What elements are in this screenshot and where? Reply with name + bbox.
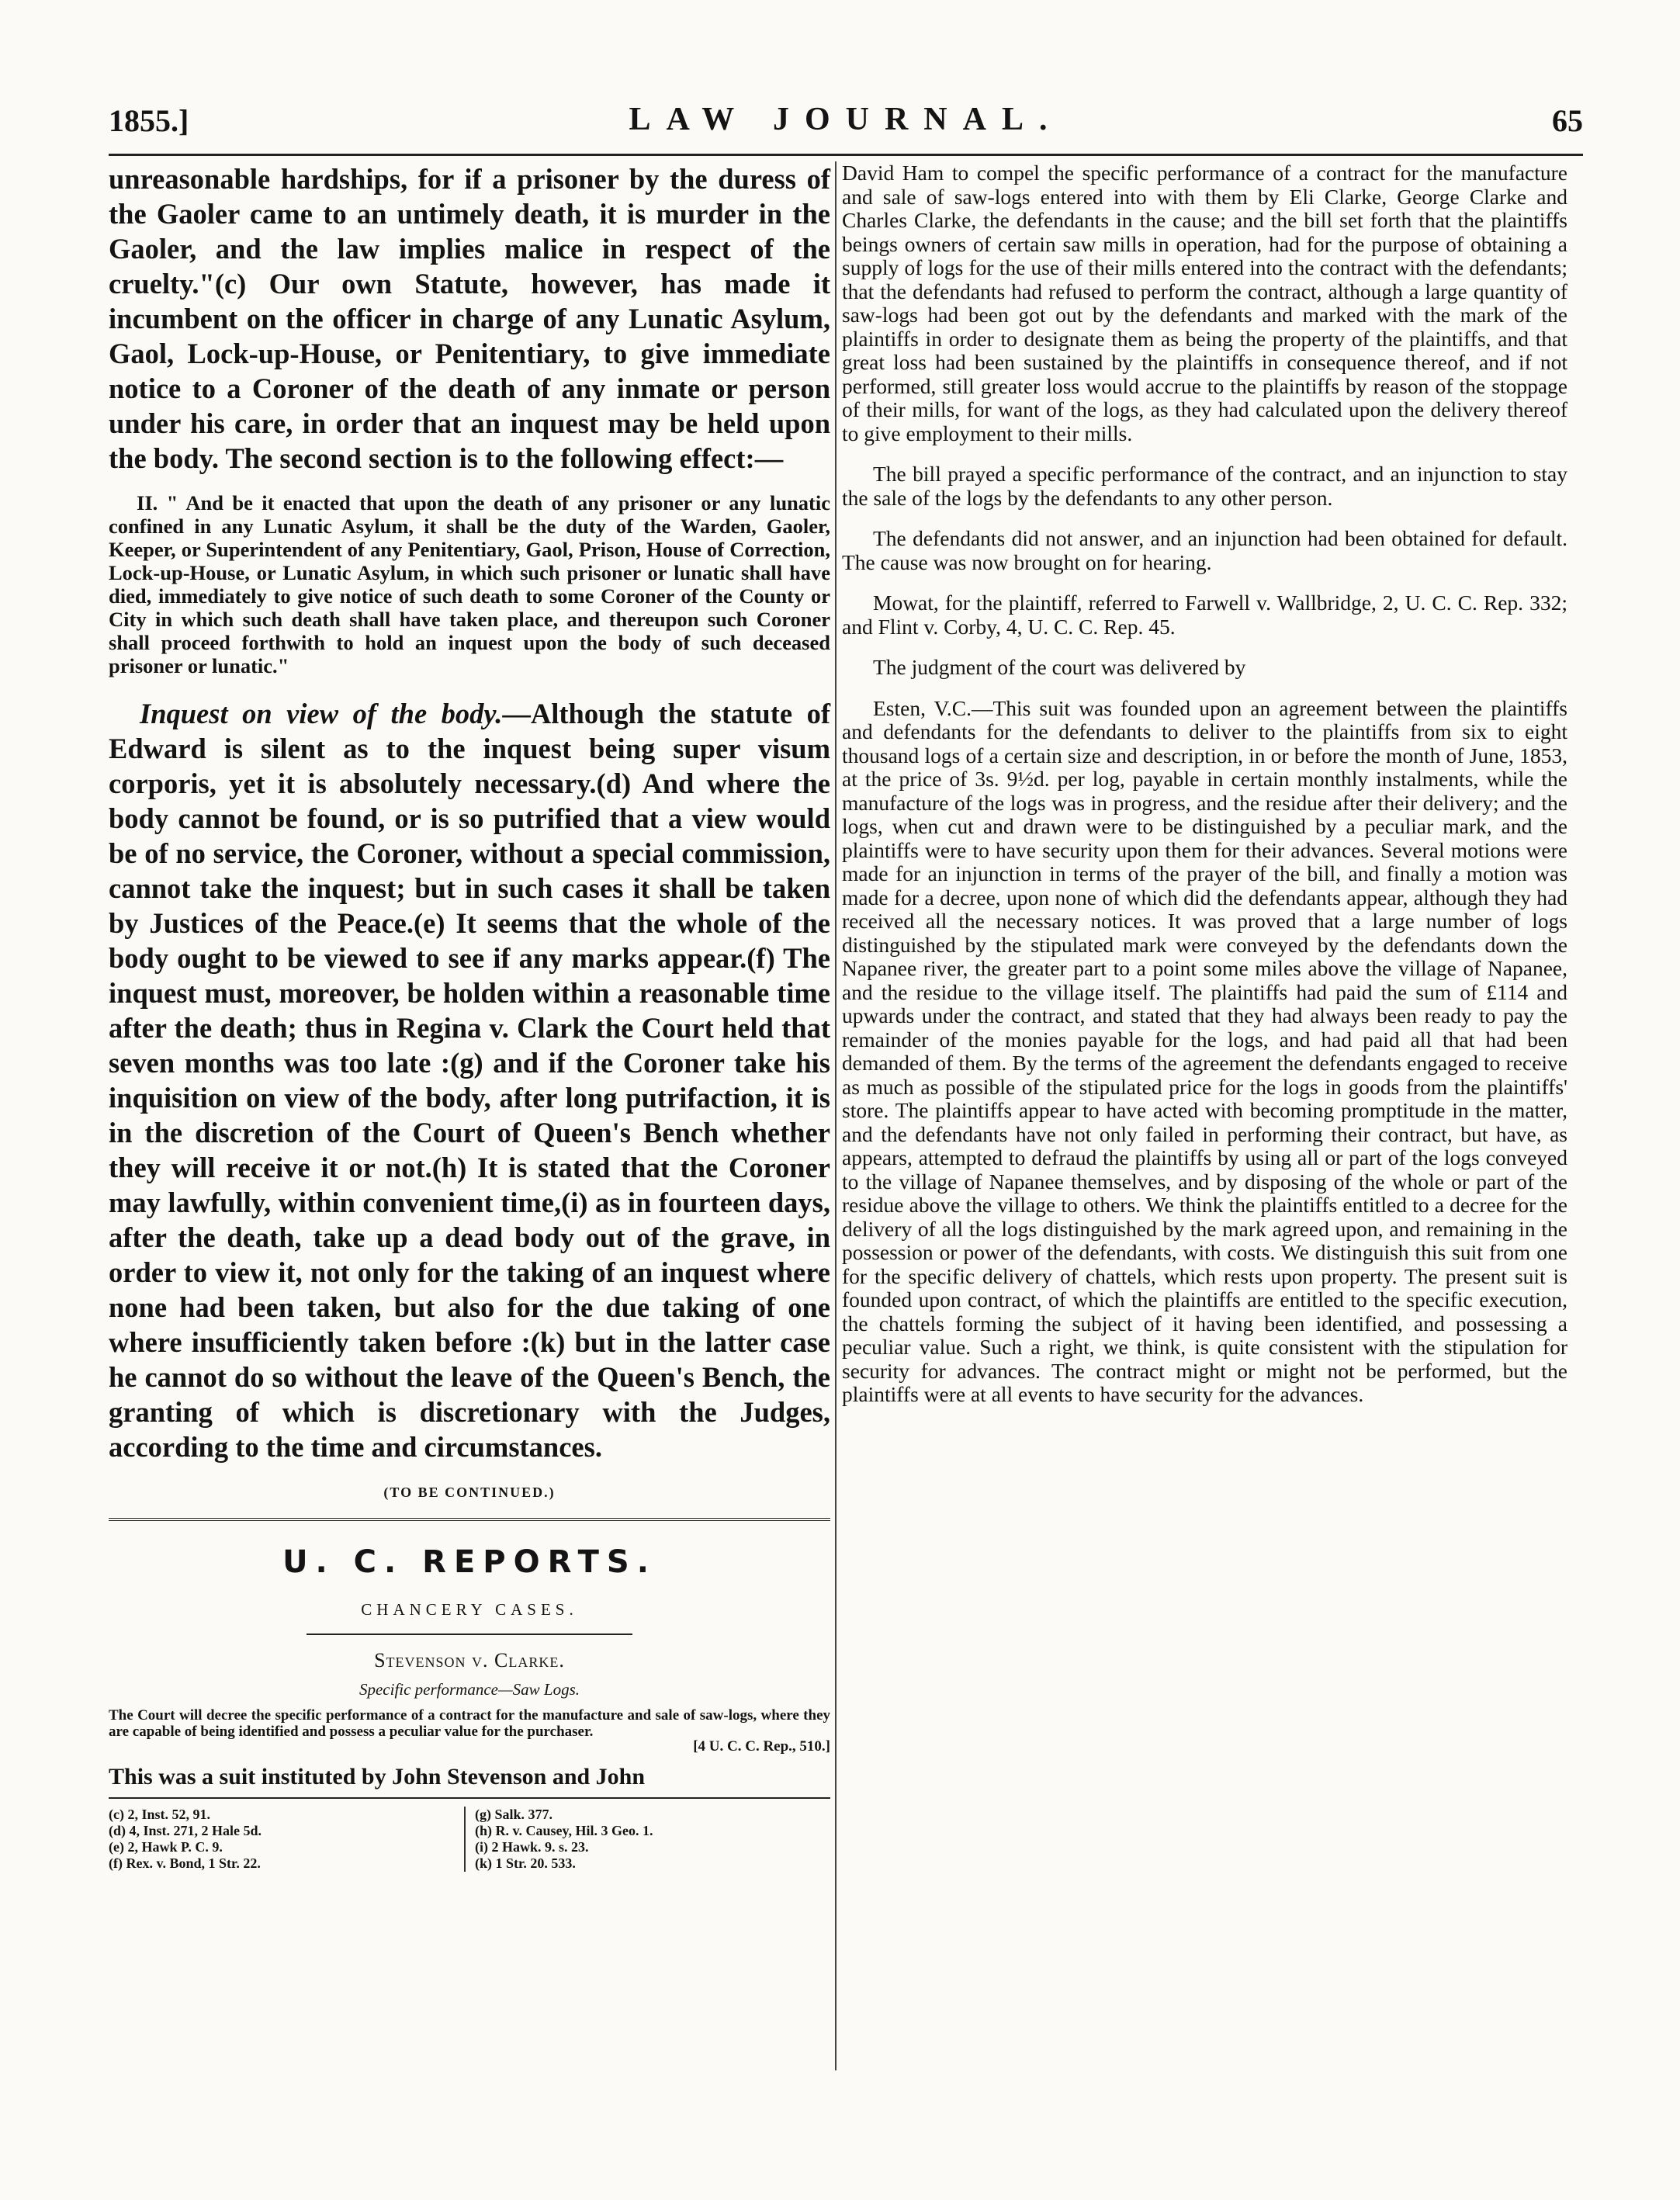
left-paragraph-1: unreasonable hardships, for if a prisoner by the duress of the Gaoler came to an untimely death, it is murder in the Gaoler, and the law implies malice in respect of the cruelty."(c) Our own Statute, however, has made it incumbent on the officer in charge of any Lunatic Asylum, Gaol, Lock-up-House, or Penitentiary, to give immediate notice to a Coroner of the death of any inmate or person under his care, in order that an inquest may be held upon the body. The second section is to the following effect:— (109, 163, 830, 474)
footnote: (h) R. v. Causey, Hil. 3 Geo. 1. (475, 1823, 653, 1838)
header-title: LAW JOURNAL. (629, 102, 1063, 137)
section-subtitle: CHANCERY CASES. (361, 1600, 578, 1619)
subtitle-rule (307, 1634, 632, 1635)
footnote: (g) Salk. 377. (475, 1807, 553, 1822)
right-paragraph-3: The defendants did not answer, and an injunction had been obtained for default. The cause was now brought on for hearing. (842, 526, 1567, 574)
left-column (109, 161, 830, 1872)
statute-quote: II. " And be it enacted that upon the death of any prisoner or any lunatic confined in any Lunatic Asylum, it shall be the duty of the Warden, Gaoler, Keeper, or Superintendent of any Penitentiary, Gaol, Prison, House of Correction, Lock-up-House, or Lunatic Asylum, in which such prisoner or lunatic shall have died, immediately to give notice of such death to some Coroner of the County or City in which such death shall have taken place, and thereupon such Coroner shall proceed forthwith to hold an inquest upon the body of such deceased prisoner or lunatic." (109, 491, 830, 677)
section-divider (109, 1518, 830, 1521)
right-paragraph-2: The bill prayed a specific performance of the contract, and an injunction to stay the sale of the logs by the defendants to any other person. (842, 462, 1567, 510)
paragraph-body: —Although the statute of Edward is silent as to the inquest being super visum corporis, yet it is absolutely necessary.(d) And where the body cannot be found, or is so putrified that a view would be of no service, the Coroner, without a special commission, cannot take the inquest; but in such cases it shall be taken by Justices of the Peace.(e) It seems that the whole of the body ought to be viewed to see if any marks appear.(f) The inquest must, moreover, be holden within a reasonable time after the death; thus in Regina v. Clark the Court held that seven months was too late :(g) and if the Coroner take his inquisition on view of the body, after long putrifaction, it is in the discretion of the Court of Queen's Bench whether they will receive it or not.(h) It is stated that the Coroner may lawfully, within convenient time,(i) as in fourteen days, after the death, take up a dead body out of the grave, in order to view it, not only for the taking of an inquest where none had been taken, but also for the due taking of one where insufficiently taken before :(k) but in the latter case he cannot do so without the leave of the Queen's Bench, the granting of which is discretionary with the Judges, according to the time and circumstances. (109, 698, 830, 1463)
footnote: (e) 2, Hawk P. C. 9. (109, 1839, 223, 1855)
headnote-reference: [4 U. C. C. Rep., 510.] (693, 1738, 830, 1755)
footnote-rule (109, 1797, 830, 1799)
paragraph-heading: Inquest on view of the body. (140, 698, 503, 729)
right-column (842, 161, 1567, 1407)
header-year: 1855.] (109, 103, 189, 138)
right-paragraph-5: The judgment of the court was delivered by (873, 655, 1246, 679)
right-paragraph-4: Mowat, for the plaintiff, referred to Farwell v. Wallbridge, 2, U. C. C. Rep. 332; and Flint v. Corby, 4, U. C. C. Rep. 45. (842, 591, 1567, 639)
page-number: 65 (1552, 103, 1583, 138)
footnote: (k) 1 Str. 20. 533. (475, 1855, 576, 1871)
case-headnote: The Court will decree the specific performance of a contract for the manufacture and sale of saw-logs, where they are capable of being identified and possess a peculiar value for the purchaser. (109, 1707, 830, 1740)
page-header (109, 99, 1583, 156)
right-paragraph-1: David Ham to compel the specific performance of a contract for the manufacture and sale of saw-logs entered into with them by Eli Clarke, George Clarke and Charles Clarke, the defendants in the cause; and the bill set forth that the plaintiffs beings owners of certain saw mills in operation, had for the purpose of obtaining a supply of logs for the use of their mills entered into the contract with the defendants; that the defendants had refused to perform the contract, although a large quantity of saw-logs had been got out by the defendants and marked with the mark of the plaintiffs in order to designate them as being the property of the plaintiffs, and that great loss had been sustained by the plaintiffs in consequence thereof, and if not performed, still greater loss would accrue to the plaintiffs by reason of the stoppage of their mills, for want of the logs, as they had calculated upon the delivery thereof to give employment to their mills. (842, 161, 1567, 445)
case-subject: Specific performance—Saw Logs. (359, 1680, 580, 1699)
footnotes-column-b (464, 1807, 830, 1872)
case-name: Stevenson v. Clarke. (374, 1649, 565, 1672)
section-title: U. C. REPORTS. (282, 1544, 656, 1580)
footnotes-column-a (109, 1807, 464, 1872)
footnote: (f) Rex. v. Bond, 1 Str. 22. (109, 1855, 261, 1871)
footnote: (c) 2, Inst. 52, 91. (109, 1807, 210, 1822)
judgment-text: Esten, V.C.—This suit was founded upon an agreement between the plaintiffs and defendants for the defendants to deliver to the plaintiffs from six to eight thousand logs of a certain size and description, in or before the month of June, 1853, at the price of 3s. 9½d. per log, payable in certain monthly instalments, while the manufacture of the logs was in progress, and the residue after their delivery; and the logs, when cut and drawn were to be distinguished by a peculiar mark, and the plaintiffs were to have security upon them for their advances. Several motions were made for an injunction in terms of the prayer of the bill, and finally a motion was made for a decree, upon none of which did the defendants appear, although they had received all the necessary notices. It was proved that a large number of logs distinguished by the stipulated mark were conveyed by the defendants down the Napanee river, the greater part to a point some miles above the village of Napanee, and the residue to the village itself. The plaintiffs had paid the sum of £114 and upwards under the contract, and stated that they had always been ready to pay the remainder of the monies payable for the logs, and had paid all that had been demanded of them. By the terms of the agreement the defendants engaged to receive as much as possible of the stipulated price for the logs in goods from the plaintiffs' store. The plaintiffs appear to have acted with becoming promptitude in the matter, and the defendants have not only failed in performing their contract, but have, as appears, attempted to defraud the plaintiffs by using all or part of the logs conveyed to the village of Napanee themselves, and by disposing of the whole or part of the residue above the village to others. We think the plaintiffs entitled to a decree for the delivery of all the logs distinguished by the mark agreed upon, and remaining in the possession or power of the defendants, with costs. We distinguish this suit from one for the specific delivery of chattels, which rests upon property. The present suit is founded upon contract, of which the plaintiffs are entitled to the specific execution, the chattels forming the subject of it having been identified, and possessing a peculiar value. Such a right, we think, is quite consistent with the stipulation for security for advances. The contract might or might not be performed, but the plaintiffs were at all events to have security for the advances. (842, 695, 1567, 1406)
left-paragraph-2 (109, 696, 830, 1464)
footnotes (109, 1807, 830, 1872)
footnote: (i) 2 Hawk. 9. s. 23. (475, 1839, 589, 1855)
case-opening: This was a suit instituted by John Stevenson and John (109, 1764, 646, 1789)
footnote: (d) 4, Inst. 271, 2 Hale 5d. (109, 1823, 262, 1838)
to-be-continued: (TO BE CONTINUED.) (383, 1485, 556, 1500)
column-divider (835, 161, 837, 2070)
